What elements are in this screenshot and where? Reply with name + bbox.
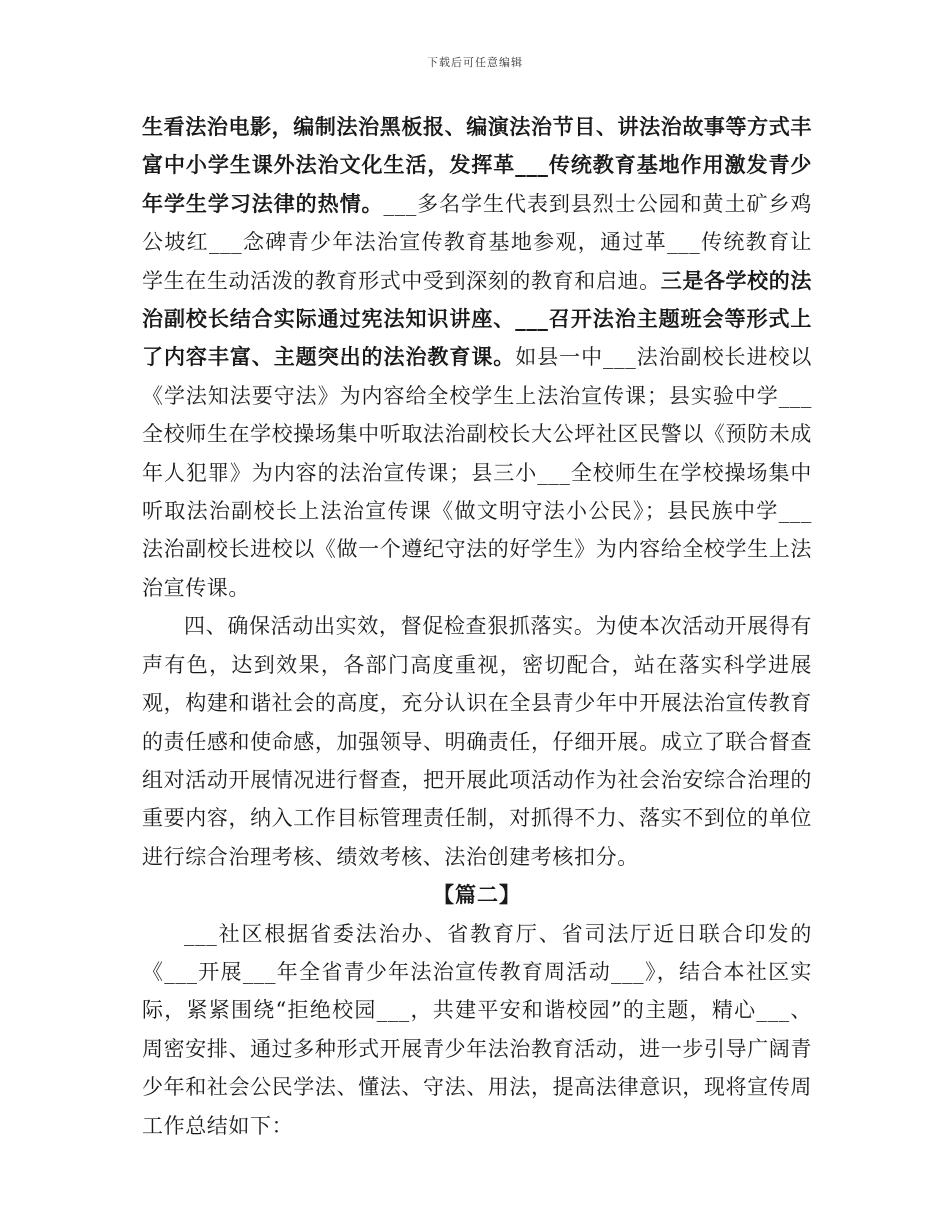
bold-text: 生看法治电影，编制法治黑板报、编演法治节目、讲法治故事等方式丰富中小学生课外法治文化生活，发挥革___传统教育基地作用激发青少年学生学习法律的热情。	[142, 114, 812, 216]
section-heading: 【篇二】	[433, 882, 521, 908]
paragraph-section-four: 四、确保活动出实效，督促检查狠抓落实。为使本次活动开展得有声有色，达到效果，各部门高度重视，密切配合，站在落实科学进展观，构建和谐社会的高度，充分认识在全县青少年中开展法治宣传教育的责任感和使命感，加强领导、明确责任，仔细开展。成立了联合督查组对活动开展情况进行督查，把开展此项活动作为社会治安综合治理的重要内容，纳入工作目标管理责任制，对抓得不力、落实不到位的单位进行综合治理考核、绩效考核、法治创建考核扣分。	[142, 614, 812, 869]
body-text: 如县一中___法治副校长进校以《学法知法要守法》为内容给全校学生上法治宣传课；县实验中学___全校师生在学校操场集中听取法治副校长大公坪社区民警以《预防未成年人犯罪》为内容的法治宣传课；县三小___全校师生在学校操场集中听取法治副校长上法治宣传课《做文明守法小公民》；县民族中学___法治副校长进校以《做一个遵纪守法的好学生》为内容给全校学生上法治宣传课。	[142, 345, 812, 600]
page-header: 下载后可任意编辑	[427, 56, 523, 69]
paragraph-continued	[142, 108, 812, 607]
body-text: ___多名学生代表到县烈士公园和黄土矿乡鸡公坡红___念碑青少年法治宣传教育基地参观，通过革___传统教育让学生在生动活泼的教育形式中受到深刻的教育和启迪。	[142, 191, 812, 293]
document-body	[142, 108, 812, 1145]
bold-text: 三是各学校的法治副校长结合实际通过宪法知识讲座、___召开法治主题班会等形式上了内容丰富、主题突出的法治教育课。	[142, 267, 812, 370]
paragraph-part-two: ___社区根据省委法治办、省教育厅、省司法厅近日联合印发的《___开展___年全省青少年法治宣传教育周活动___》，结合本社区实际，紧紧围绕“拒绝校园___，共建平安和谐校园”的主题，精心___、周密安排、通过多种形式开展青少年法治教育活动，进一步引导广阔青少年和社会公民学法、懂法、守法、用法，提高法律意识，现将宣传周工作总结如下：	[142, 921, 812, 1138]
